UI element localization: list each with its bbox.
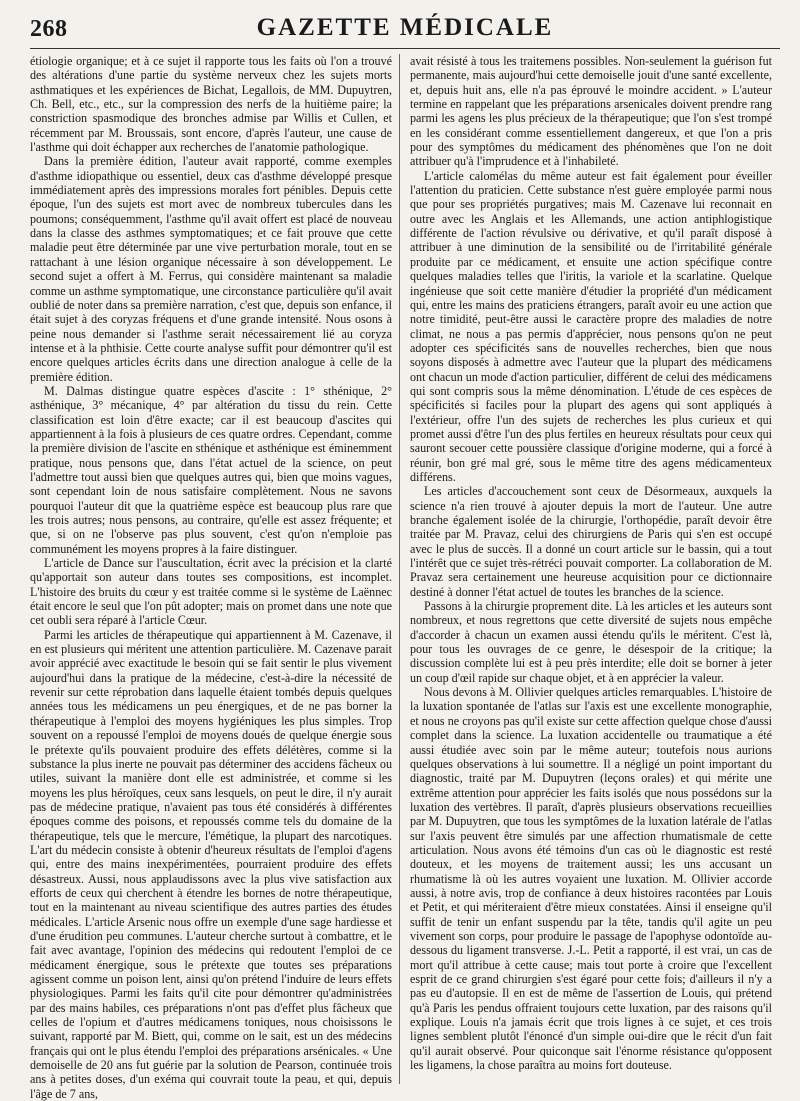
paragraph: Nous devons à M. Ollivier quelques articles remarquables. L'histoire de la luxation spontanée de l'atlas sur l'axis est une excellente monographie, et nous ne croyons pas qu'il existe sur cette affection quelque chose d'aussi complet dans la science. La luxation accidentelle ou traumatique a été aussi étudiée avec soin par le même auteur; toutefois nous aurions quelques observations à lui soumettre. Il a négligé un point important du diagnostic, traité par M. Dupuytren (leçons orales) et qui mérite une extrême attention pour apprécier les faits isolés que nous possédons sur la luxation des vertèbres. Il paraît, d'après plusieurs observations recueillies par M. Dupuytren, que tous les symptômes de la luxation latérale de l'atlas sur l'axis peuvent être simulés par une affection rhumatismale de cette articulation. Nous avons été témoins d'un cas où le diagnostic est resté douteux, et les moyens de traitement aussi; les uns accusant un rhumatisme là où les autres voyaient une luxation. M. Ollivier accorde aussi, à notre avis, trop de confiance à deux histoires racontées par Louis et Petit, et qui mériteraient d'être mieux constatées. Ainsi il enseigne qu'il suffit de tenir un enfant suspendu par la tête, tandis qu'il agite un peu vivement son corps, pour produire le passage de l'apophyse odontoïde au-dessous du ligament transverse. J.-L. Petit a rapporté, il est vrai, un cas de mort qu'il attribue à cette cause; mais tout porte à croire que l'excellent esprit de ce grand chirurgien s'est égaré pour cette fois; d'ailleurs il n'y a pas eu d'autopsie. Il en est de même de l'assertion de Louis, qui prétend qu'à Paris les pendus offraient toujours cette luxation, par des raisons qu'il explique. Louis n'a jamais écrit que trois lignes à ce sujet, et ces trois lignes semblent plutôt l'énoncé d'un simple oui-dire que le récit d'un fait qu'il aurait observé. Pour quiconque sait l'énorme résistance qu'opposent les ligamens, la chose paraîtra au moins fort douteuse. [410,685,772,1073]
page-header [30,14,780,49]
paragraph: Dans la première édition, l'auteur avait rapporté, comme exemples d'asthme idiopathique ou essentiel, deux cas d'asthme développé presque immédiatement après des impressions morales fort pénibles. Depuis cette époque, l'un des sujets est mort avec de nombreux tubercules dans les poumons; conséquemment, l'asthme qu'il avait offert est placé de nouveau dans la classe des asthmes symptomatiques; et ce fait prouve que cette maladie peut être déterminée par une vive perturbation morale, tout en se rattachant à une lésion organique nécessaire à son développement. Le second sujet a offert à M. Ferrus, qui considère maintenant sa maladie comme un asthme symptomatique, une circonstance particulière qu'il avait oublié de noter dans sa première narration, c'est que, depuis son enfance, il était sujet à des coryzas fréquens et d'une grande intensité. Nous osons à peine nous demander si l'asthme serait nécessairement lié au coryza intense et à la phthisie. Cette courte analyse suffit pour démontrer qu'il est encore quelques articles écrits dans une direction analogue à celle de la première édition. [30,154,392,384]
paragraph: Parmi les articles de thérapeutique qui appartiennent à M. Cazenave, il en est plusieurs qui méritent une attention particulière. M. Cazenave parait avoir apprécié avec exactitude le besoin qui se fait sentir le plus vivement aujourd'hui dans la pratique de la médecine, c'est-à-dire la nécessité de revenir sur cette réprobation dans laquelle étaient tombés depuis quelques années tous les médicamens un peu énergiques, et de ne pas borner la thérapeutique à l'emploi des moyens hygiéniques les plus simples. Trop souvent on a repoussé l'emploi de moyens doués de quelque énergie sous le prétexte qu'ils pouvaient produire des effets délétères, comme si la substance la plus inerte ne pouvait pas déterminer des accidens fâcheux ou utiles, suivant la manière dont elle est administrée, et comme si les moyens les plus héroïques, ceux sans lesquels, on peut le dire, il n'y aurait pas de médecine pratique, n'avaient pas tous été considérés à différentes époques comme des poisons, et repoussés comme tels du domaine de la thérapeutique, tels que le mercure, l'émétique, la plupart des narcotiques. L'art du médecin consiste à obtenir d'heureux résultats de l'emploi d'agens qui, entre des mains inexpérimentées, pourraient produire des effets désastreux. Aussi, nous applaudissons avec la plus vive satisfaction aux efforts de ceux qui cherchent à étendre les bornes de notre thérapeutique, tout en la maintenant au niveau scientifique des autres parties des études médicales. L'article Arsenic nous offre un exemple d'une sage hardiesse et d'une érudition peu communes. L'auteur cherche surtout à combattre, et le fait avec avantage, l'opinion des médecins qui redoutent l'emploi de ce médicament énergique, sous le prétexte que toutes ses préparations agissent comme un poison lent, ainsi qu'on prétend l'induire de leurs effets physiologiques. Parmi les faits qu'il cite pour démontrer qu'administrées par des mains habiles, ces préparations n'ont pas d'effet plus fâcheux que celles de l'opium et d'autres médicamens toniques, nous choisissons le suivant, rapporté par M. Biett, qui, comme on le sait, est un des médecins français qui ont le plus étendu l'emploi des préparations arsénicales. « Une demoiselle de 20 ans fut guérie par la solution de Pearson, continuée trois ans à petites doses, d'un exéma qui couvrait toute la peau, et qui, depuis l'âge de 7 ans, [30,627,392,1101]
paragraph: L'article de Dance sur l'auscultation, écrit avec la précision et la clarté qu'apportait son auteur dans toutes ses compositions, est incomplet. L'histoire des bruits du cœur y est traitée comme si le système de Laënnec était encore le seul que l'on pût adopter; mais on promet dans une note que cet oubli sera réparé à l'article Cœur. [30,556,392,628]
right-column [410,54,772,1072]
paragraph: L'article calomélas du même auteur est fait également pour éveiller l'attention du praticien. Cette substance n'est guère employée parmi nous que pour ses propriétés purgatives; mais M. Cazenave lui reconnait en outre avec les Anglais et les Allemands, une action antiphlogistique différente de l'action révulsive ou dérivative, et qu'il paraît disposé à attribuer à une diminution de la sensibilité ou de l'irritabilité générale produite par ce médicament, et ensuite une action spécifique contre quelques maladies telles que l'iritis, la variole et la scarlatine. Quelque ingénieuse que soit cette manière d'étudier la propriété d'un médicament qui, entre les mains des praticiens étrangers, paraît avoir eu une action que notre timidité, peut-être aussi le caractère propre des maladies de notre climat, ne nous a pas permis d'apprécier, nous pensons qu'on ne peut adopter ces spécificités sans de nouvelles recherches, bien que nous soyons disposés à admettre avec l'auteur que la plupart des médicamens ont chacun un mode d'action particulier, différent de celui des médicamens qui sont compris sous la même dénomination. L'étude de ces espèces de spécificités si faciles pour la plupart des agens qui sont appliqués à l'extérieur, offre l'un des sujets de recherches les plus curieux et qui promet aussi d'être l'un des plus fertiles en heureux résultats pour ceux qui sauront secouer cette poussière classique d'origine moderne, qui a forcé à réunir, bon gré mal gré, sous le même titre des agens médicamenteux différens. [410,168,772,484]
page-number: 268 [30,16,68,42]
paragraph: étiologie organique; et à ce sujet il rapporte tous les faits où l'on a trouvé des altérations d'une partie du système nerveux chez les sujets morts asthmatiques et les expériences de Bichat, Legallois, de MM. Dupuytren, Ch. Bell, etc., etc., sur la compression des nerfs de la huitième paire; la constriction spasmodique des bronches admise par Willis et Cullen, et récemment par M. Broussais, sont encore, d'après l'auteur, une cause de l'asthme qui doit échapper aux recherches de l'anatomie pathologique. [30,54,392,155]
paragraph: M. Dalmas distingue quatre espèces d'ascite : 1° sthénique, 2° asthénique, 3° mécanique, 4° par altération du tissu du rein. Cette classification est loin d'être exacte; car il est beaucoup d'ascites qui appartiennent à la fois à plusieurs de ces quatre ordres. Cependant, comme la première division de l'ascite en sthénique et asthénique est éminemment pratique, nous pensons que, dans l'état actuel de la science, on peut l'admettre tout aussi bien que quelques autres qui, bien que moins vagues, sont cependant loin de nous satisfaire complètement. Nous ne savons pourquoi l'auteur dit que la quatrième espèce est beaucoup plus rare que les trois autres; nous pensons, au contraire, qu'elle est assez fréquente; et que, si on ne l'observe pas plus souvent, c'est qu'on n'emploie pas communément les moyens propres à la faire distinguer. [30,383,392,556]
paragraph: Les articles d'accouchement sont ceux de Désormeaux, auxquels la science n'a rien trouvé à ajouter depuis la mort de l'auteur. Une autre branche également isolée de la chirurgie, l'orthopédie, paraît devoir être traitée par M. Pravaz, celui des chirurgiens de Paris qui s'en est occupé avec le plus de succès. Il a donné un court article sur le bassin, qui a tout l'intérêt que ce sujet très-rétréci pouvait comporter. La collaboration de M. Pravaz sera certainement une heureuse acquisition pour ce dictionnaire destiné à donner l'état actuel de toutes les branches de la science. [410,484,772,599]
paragraph: avait résisté à tous les traitemens possibles. Non-seulement la guérison fut permanente, mais aujourd'hui cette demoiselle jouit d'une santé excellente, et, depuis huit ans, elle n'a pas éprouvé le moindre accident. » L'auteur termine en rappelant que les préparations arsenicales doivent prendre rang parmi les agens les plus précieux de la thérapeutique; que l'on s'est trompé en les considérant comme essentiellement dangereux, et que l'on a pris pour des symptômes du médicament des phénomènes que l'on ne doit attribuer qu'à l'imprudence et à l'inhabileté. [410,54,772,169]
column-divider [399,54,400,1084]
left-column [30,54,392,1101]
paragraph: Passons à la chirurgie proprement dite. Là les articles et les auteurs sont nombreux, et nous regrettons que cette diversité de sujets nous empêche d'accorder à chacun un examen aussi étendu qu'ils le méritent. C'est là, pour tous les ouvrages de ce genre, le désespoir de la critique; la discussion complète lui est à peu près interdite; elle doit se borner à jeter un coup d'œil rapide sur chaque objet, et à en apprécier la valeur. [410,599,772,685]
running-title: GAZETTE MÉDICALE [256,14,554,41]
